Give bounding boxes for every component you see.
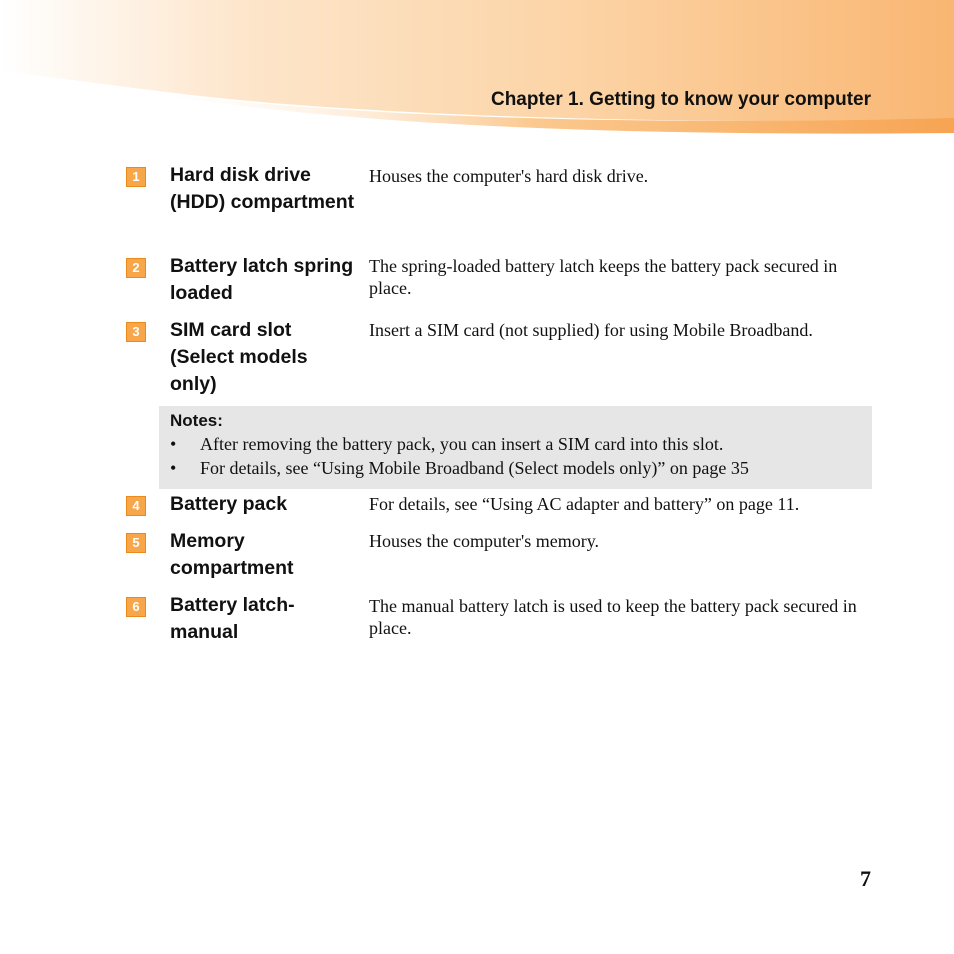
notes-title: Notes: xyxy=(170,411,223,430)
chapter-title: Chapter 1. Getting to know your computer xyxy=(490,89,871,110)
item-number-badge: 4 xyxy=(126,496,146,516)
item-description: Houses the computer's hard disk drive. xyxy=(369,166,649,186)
bullet: • xyxy=(170,458,177,478)
item-description: For details, see “Using AC adapter and battery” on page 11. xyxy=(369,494,800,514)
bullet: • xyxy=(170,434,177,454)
item-number-badge: 6 xyxy=(126,597,146,617)
item-description: The manual battery latch is used to keep the battery pack secured in place. xyxy=(369,596,857,638)
item-number-badge: 2 xyxy=(126,258,146,278)
header-band xyxy=(0,0,954,140)
note-text: After removing the battery pack, you can insert a SIM card into this slot. xyxy=(200,434,724,454)
item-description: The spring-loaded battery latch keeps the battery pack secured in place. xyxy=(369,256,838,298)
note-text: For details, see “Using Mobile Broadband (Select models only)” on page 35 xyxy=(200,458,749,478)
item-term: Hard disk drive (HDD) compartment xyxy=(170,164,355,213)
item-description: Houses the computer's memory. xyxy=(369,531,600,551)
item-term: Battery latch-manual xyxy=(170,594,295,643)
notes-box xyxy=(159,406,872,489)
item-term: Memory compartment xyxy=(170,530,294,579)
item-number-badge: 1 xyxy=(126,167,146,187)
item-term: Battery latch spring loaded xyxy=(170,255,354,304)
item-number-badge: 3 xyxy=(126,322,146,342)
item-number-badge: 5 xyxy=(126,533,146,553)
page-number: 7 xyxy=(860,866,871,891)
item-term: SIM card slot (Select models only) xyxy=(170,319,308,395)
item-term: Battery pack xyxy=(170,493,288,515)
item-description: Insert a SIM card (not supplied) for using Mobile Broadband. xyxy=(369,320,813,340)
